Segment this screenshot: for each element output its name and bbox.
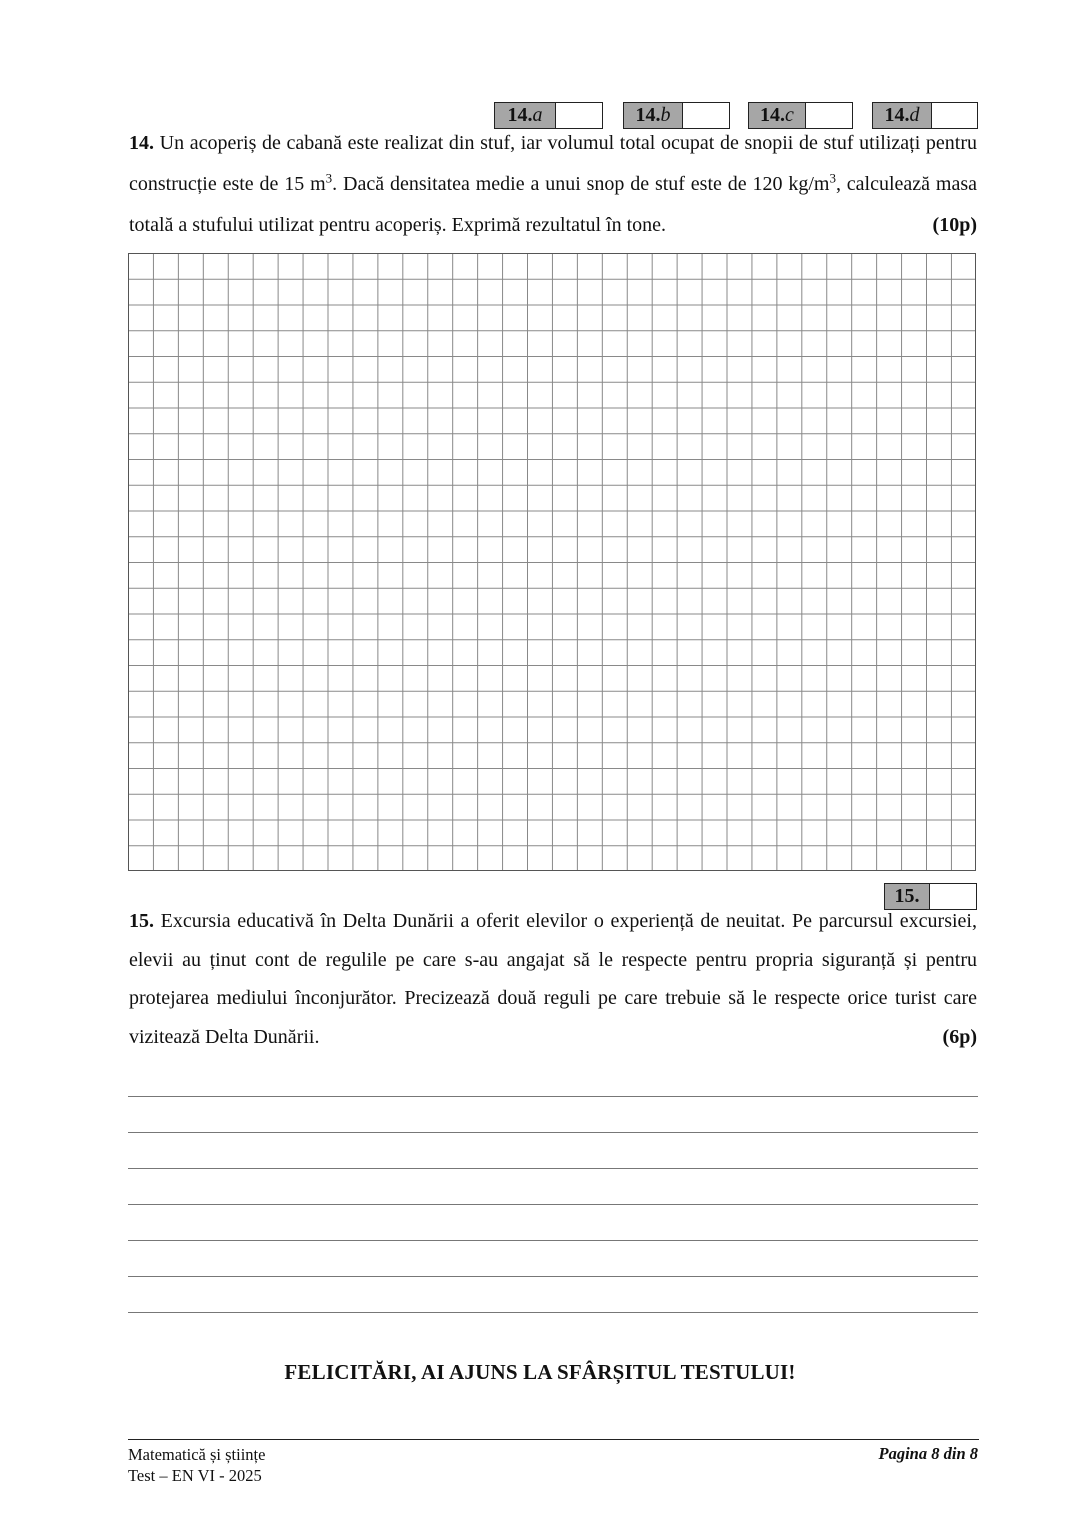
footer-left <box>128 1444 265 1486</box>
exponent: 3 <box>325 170 333 186</box>
exponent: 3 <box>829 170 836 186</box>
question-text: Excursia educativă în Delta Dunării a oferit elevilor o experiență de neuitat. Pe parcursul excursiei, elevii au ținut cont de regulile pe care s-au angajat să le respecte pentru propria siguranță și pentru protejarea mediului înconjurător. Precizează două reguli pe care trebuie să le respecte orice turist care vizitează Delta Dunării. <box>129 910 977 1048</box>
score-letter: a <box>532 104 543 126</box>
answer-line[interactable] <box>128 1132 978 1168</box>
question-text-part: , calculează masa totală a stufului utilizat pentru acoperiș. Exprimă rezultatul în tone. <box>129 173 977 236</box>
answer-line[interactable] <box>128 1204 978 1240</box>
score-num: 14. <box>635 104 661 126</box>
points-label: (6p) <box>942 1025 977 1048</box>
answer-line[interactable] <box>128 1276 978 1312</box>
answer-line[interactable] <box>128 1312 978 1348</box>
answer-grid[interactable] <box>128 253 976 871</box>
footer-test: Test – EN VI - 2025 <box>128 1466 262 1485</box>
score-num: 14. <box>884 104 910 126</box>
question-14-text <box>129 123 977 246</box>
final-message: FELICITĂRI, AI AJUNS LA SFÂRȘITUL TESTULUI! <box>284 1360 796 1384</box>
points-label: (10p) <box>932 214 977 236</box>
footer-divider <box>128 1439 979 1440</box>
page-number: Pagina 8 din 8 <box>878 1444 978 1463</box>
question-text-part: Un acoperiș de cabană este realizat din stuf, iar volumul total ocupat de snopii de stuf utilizați pentru construcție este de 15 m <box>129 132 977 195</box>
score-letter: b <box>660 104 671 126</box>
question-15-text <box>129 902 977 1056</box>
footer-subject: Matematică și științe <box>128 1445 266 1464</box>
answer-lines[interactable] <box>128 1096 978 1348</box>
question-number: 15. <box>129 910 154 932</box>
score-num: 14. <box>760 104 786 126</box>
answer-line[interactable] <box>128 1096 978 1132</box>
question-text-part: . Dacă densitatea medie a unui snop de stuf este de 120 kg/m <box>332 173 830 195</box>
score-num: 14. <box>507 104 533 126</box>
answer-line[interactable] <box>128 1240 978 1276</box>
question-number: 14. <box>129 132 154 154</box>
score-letter: d <box>909 104 920 126</box>
answer-line[interactable] <box>128 1168 978 1204</box>
score-num: 15. <box>894 885 920 907</box>
score-letter: c <box>785 104 794 126</box>
